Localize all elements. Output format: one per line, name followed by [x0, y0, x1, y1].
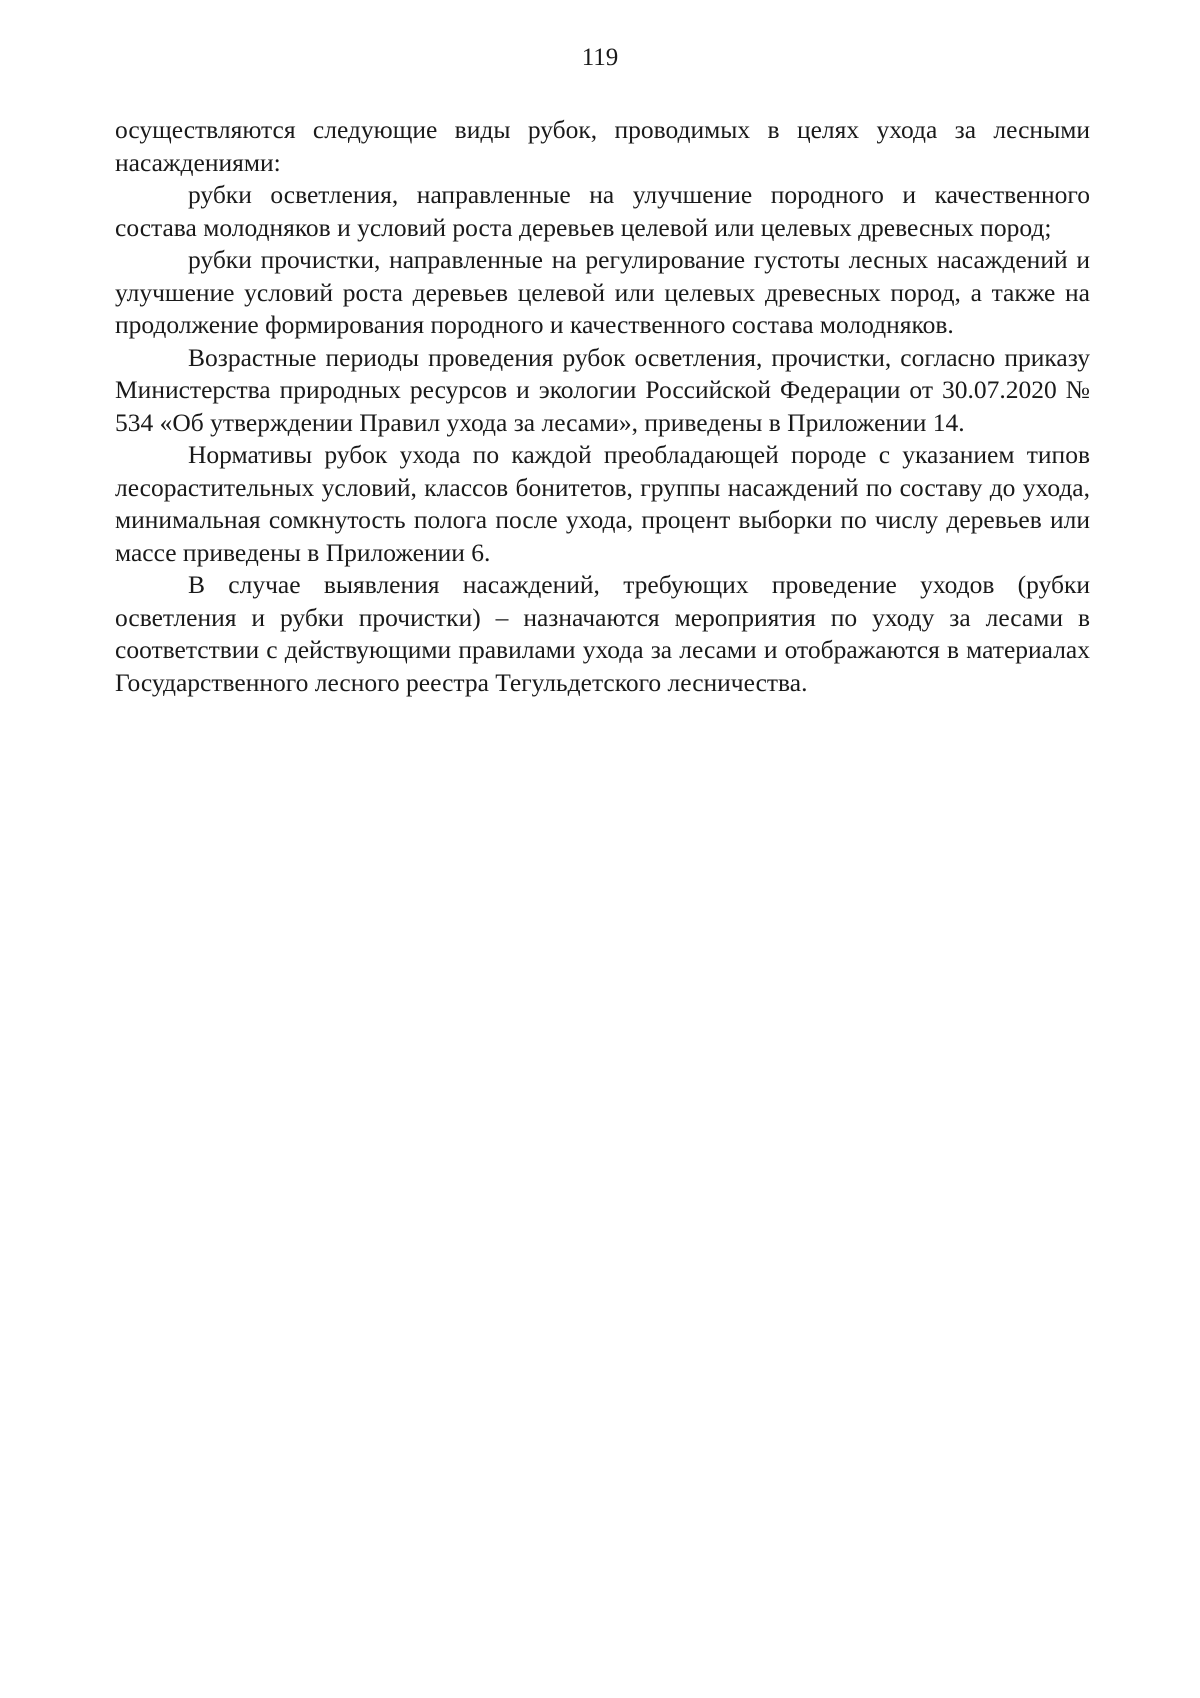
paragraph-norms: Нормативы рубок ухода по каждой преобладающей породе с указанием типов лесорастительных условий, классов бонитетов, группы насаждений по составу до ухода, минимальная сомкнутость полога после ухода, процент выборки по числу деревьев или массе приведены в Приложении 6.	[115, 440, 1090, 567]
paragraph-thinning-cuts: рубки осветления, направленные на улучшение породного и качественного состава молодняков и условий роста деревьев целевой или целевых древесных пород;	[115, 180, 1090, 242]
page-number: 119	[581, 44, 619, 71]
paragraph-continuation: осуществляются следующие виды рубок, проводимых в целях ухода за лесными насаждениями:	[115, 115, 1090, 177]
body-text	[115, 114, 1090, 699]
paragraph-measures: В случае выявления насаждений, требующих проведение уходов (рубки осветления и рубки прочистки) – назначаются мероприятия по уходу за лесами в соответствии с действующими правилами ухода за лесами и отображаются в материалах Государственного лесного реестра Тегульдетского лесничества.	[115, 570, 1090, 697]
paragraph-cleaning-cuts: рубки прочистки, направленные на регулирование густоты лесных насаждений и улучшение условий роста деревьев целевой или целевых древесных пород, а также на продолжение формирования породного и качественного состава молодняков.	[115, 245, 1090, 339]
paragraph-age-periods: Возрастные периоды проведения рубок осветления, прочистки, согласно приказу Министерства природных ресурсов и экологии Российской Федерации от 30.07.2020 № 534 «Об утверждении Правил ухода за лесами», приведены в Приложении 14.	[115, 342, 1090, 437]
